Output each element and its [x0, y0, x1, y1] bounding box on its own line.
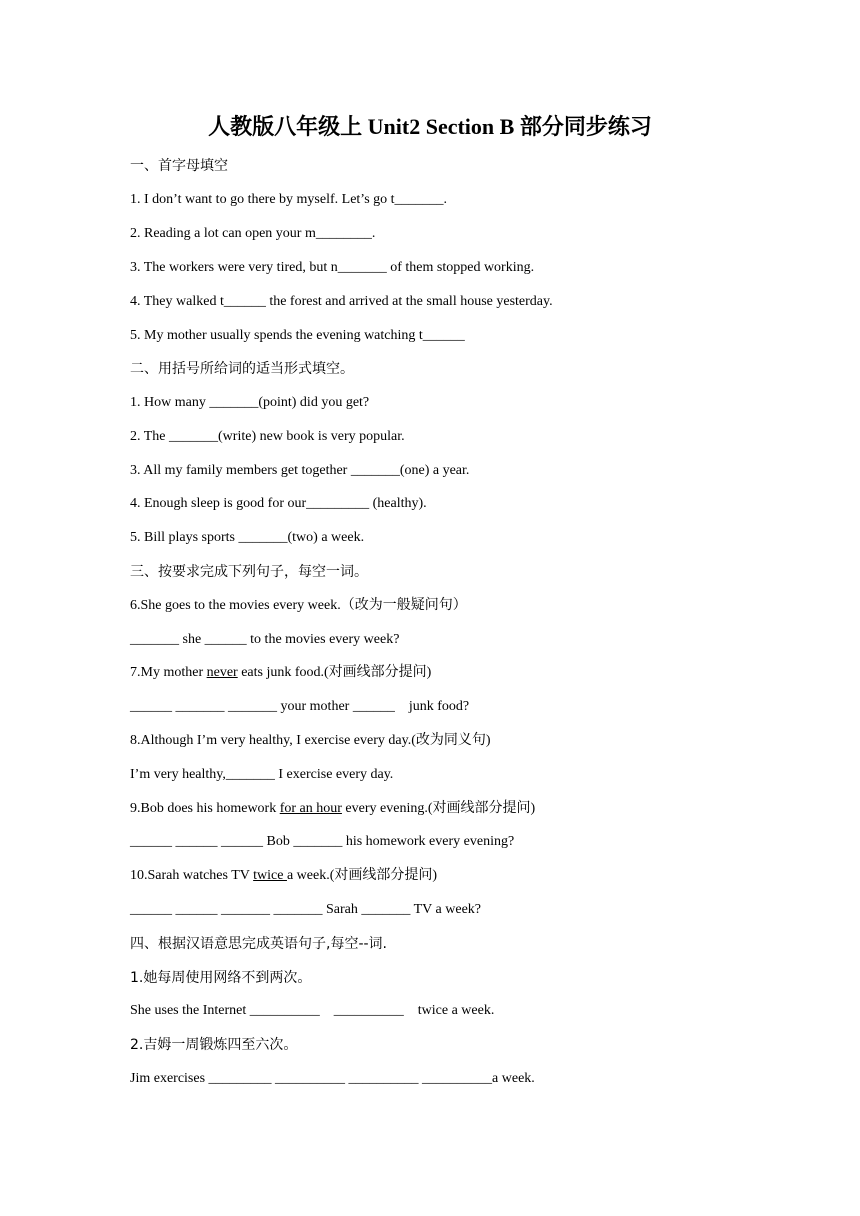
section-3-q7-answer: ______ _______ _______ your mother ______ junk food? [130, 699, 470, 714]
section-2-item-1: 1. How many _______(point) did you get? [130, 395, 370, 410]
section-1-item-5: 5. My mother usually spends the evening watching t______ [130, 328, 465, 343]
q9-underlined-part: for an hour [279, 801, 342, 816]
section-3-heading: 三、按要求完成下列句子，每空一词。 [130, 564, 368, 580]
section-3-q6-prompt: 6.She goes to the movies every week.（改为一般疑问句） [130, 598, 467, 613]
q9-text-after: every evening.(对画线部分提问) [341, 801, 536, 816]
section-3-q7-prompt [130, 663, 431, 683]
section-4-q1-english: She uses the Internet __________ __________ twice a week. [130, 1003, 495, 1018]
section-2-item-5: 5. Bill plays sports _______(two) a week. [130, 530, 365, 545]
section-4-q1-chinese: 1.她每周使用网络不到两次。 [130, 970, 312, 986]
section-1-item-2: 2. Reading a lot can open your m________. [130, 226, 376, 241]
page-title: 人教版八年级上 Unit2 Section B 部分同步练习 [208, 114, 652, 139]
section-1-heading: 一、首字母填空 [130, 158, 228, 174]
q7-text-after: eats junk food.(对画线部分提问) [237, 665, 432, 680]
q7-underlined-part: never [206, 665, 238, 680]
q10-text-before: 10.Sarah watches TV [130, 868, 254, 883]
section-4-q2-english: Jim exercises _________ __________ __________ __________a week. [130, 1071, 535, 1086]
section-2-item-3: 3. All my family members get together _______(one) a year. [130, 463, 470, 478]
q10-underlined-part: twice [253, 868, 287, 883]
section-1-item-4: 4. They walked t______ the forest and arrived at the small house yesterday. [130, 294, 553, 309]
q7-text-before: 7.My mother [130, 665, 207, 680]
q9-text-before: 9.Bob does his homework [130, 801, 280, 816]
q10-text-after: a week.(对画线部分提问) [286, 868, 438, 883]
section-3-q6-answer: _______ she ______ to the movies every week? [130, 632, 400, 647]
section-2-item-4: 4. Enough sleep is good for our_________ (healthy). [130, 496, 427, 511]
section-2-heading: 二、用括号所给词的适当形式填空。 [130, 361, 354, 377]
section-1-item-3: 3. The workers were very tired, but n_______ of them stopped working. [130, 260, 535, 275]
section-3-q8-prompt: 8.Although I’m very healthy, I exercise every day.(改为同义句) [130, 733, 491, 748]
section-3-q9-prompt [130, 799, 535, 819]
section-4-heading: 四、根据汉语意思完成英语句子,每空--词. [130, 936, 388, 952]
section-2-item-2: 2. The _______(write) new book is very popular. [130, 429, 405, 444]
section-3-q9-answer: ______ ______ ______ Bob _______ his homework every evening? [130, 834, 515, 849]
section-3-q8-answer: I’m very healthy,_______ I exercise every day. [130, 767, 394, 782]
section-3-q10-answer: ______ ______ _______ _______ Sarah _______ TV a week? [130, 902, 481, 917]
section-3-q10-prompt [130, 866, 437, 886]
section-4-q2-chinese: 2.吉姆一周锻炼四至六次。 [130, 1037, 298, 1053]
section-1-item-1: 1. I don’t want to go there by myself. Let’s go t_______. [130, 192, 448, 207]
